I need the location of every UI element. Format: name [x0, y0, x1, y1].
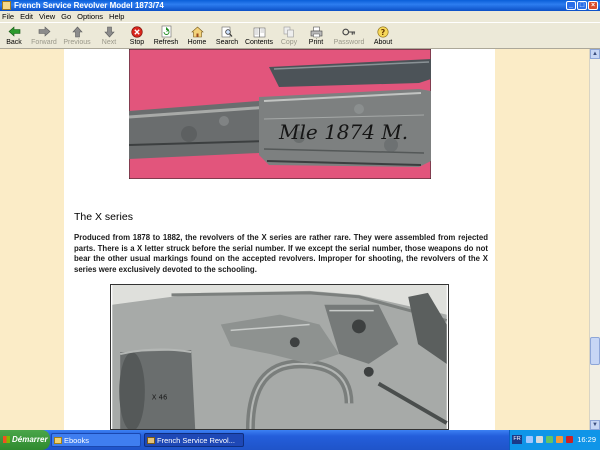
maximize-button[interactable]: □ [577, 1, 587, 10]
book-icon [147, 437, 155, 444]
key-icon [342, 25, 356, 38]
task-ebooks[interactable] [51, 433, 141, 447]
refresh-icon [159, 25, 173, 38]
revolver-mechanism-photo [110, 284, 449, 430]
back-button[interactable]: Back [1, 23, 27, 48]
section-heading: The X series [74, 211, 133, 223]
minimize-button[interactable]: _ [566, 1, 576, 10]
start-label: Démarrer [12, 435, 48, 444]
search-icon [220, 25, 234, 38]
toolbar [0, 22, 600, 49]
menu-bar [0, 11, 600, 22]
copy-icon [282, 25, 296, 38]
back-arrow-icon [7, 25, 21, 38]
close-button[interactable]: × [588, 1, 598, 10]
stop-button[interactable]: Stop [125, 23, 149, 48]
menu-options[interactable]: Options [77, 12, 104, 21]
windows-flag-icon [3, 436, 10, 443]
forward-arrow-icon [37, 25, 51, 38]
taskbar [0, 430, 600, 450]
network-icon[interactable] [526, 436, 533, 443]
menu-edit[interactable]: Edit [20, 12, 34, 21]
scroll-up-arrow-icon[interactable]: ▲ [590, 49, 600, 59]
menu-file[interactable]: File [2, 12, 15, 21]
task-ebooks-label: Ebooks [64, 436, 90, 445]
contents-icon [252, 25, 266, 38]
engraving-text: Mle 1874 M. [279, 120, 409, 144]
password-button[interactable]: Password [331, 23, 367, 48]
menu-view[interactable]: View [39, 12, 56, 21]
menu-help[interactable]: Help [109, 12, 125, 21]
stop-icon [130, 25, 144, 38]
home-icon [190, 25, 204, 38]
search-button[interactable]: Search [213, 23, 241, 48]
clock: 16:29 [577, 435, 596, 444]
vertical-scrollbar[interactable] [589, 49, 600, 430]
print-button[interactable]: Print [303, 23, 329, 48]
scroll-thumb[interactable] [590, 337, 600, 365]
about-icon [376, 25, 390, 38]
antivirus-icon[interactable] [546, 436, 553, 443]
revolver-barrel-photo [129, 49, 431, 179]
svg-text:?: ? [380, 27, 386, 37]
previous-button[interactable]: Previous [61, 23, 93, 48]
title-bar [0, 0, 600, 11]
tray-app-icon[interactable] [556, 436, 563, 443]
about-button[interactable]: ? About [369, 23, 397, 48]
scroll-down-arrow-icon[interactable]: ▼ [590, 420, 600, 430]
volume-icon[interactable] [536, 436, 543, 443]
copy-button[interactable]: Copy [277, 23, 301, 48]
folder-icon [54, 437, 62, 444]
up-arrow-icon [70, 25, 84, 38]
print-icon [309, 25, 323, 38]
task-french-service-revolver-label: French Service Revol... [157, 436, 235, 445]
menu-go[interactable]: Go [61, 12, 72, 21]
refresh-button[interactable]: Refresh [151, 23, 181, 48]
serial-stamp-text: X 46 [151, 393, 168, 402]
tray-alert-icon[interactable] [566, 436, 573, 443]
forward-button[interactable]: Forward [29, 23, 59, 48]
language-indicator[interactable]: FR [513, 436, 521, 442]
system-tray [509, 430, 600, 450]
section-paragraph: Produced from 1878 to 1882, the revolvers of the X series are rather rare. They were assembled from rejected parts. There is a X letter struck before the serial number. If we except the serial number, those weapons do not bear the other usual markings found on the accepted revolvers. Improper for shooting, the revolvers of the X series were exclusively devoted to the schooling. [74, 233, 488, 274]
next-button[interactable]: Next [95, 23, 123, 48]
contents-button[interactable]: Contents [243, 23, 275, 48]
window-controls [566, 1, 598, 10]
window-title: French Service Revolver Model 1873/74 [14, 1, 164, 10]
down-arrow-icon [102, 25, 116, 38]
start-button[interactable] [0, 430, 50, 450]
home-button[interactable]: Home [183, 23, 211, 48]
task-french-service-revolver[interactable] [144, 433, 244, 447]
app-icon [2, 1, 11, 10]
